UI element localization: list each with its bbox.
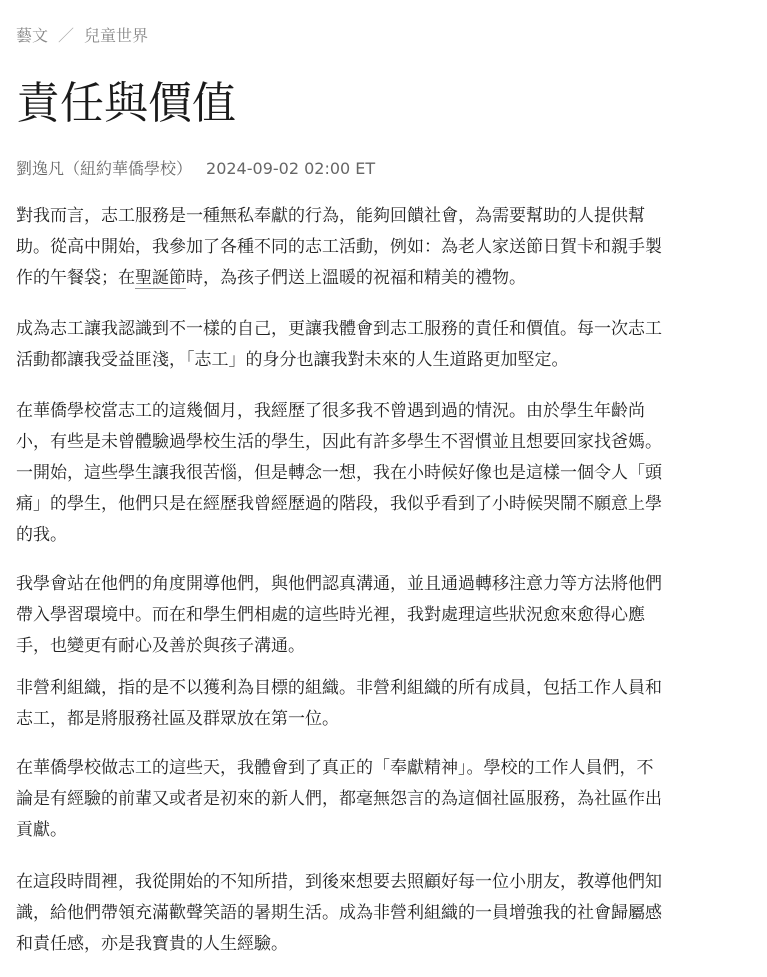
paragraph-line: 論是有經驗的前輩又或者是初來的新人們，都毫無怨言的為這個社區服務，為社區作出 xyxy=(16,789,662,809)
paragraph-line: 在華僑學校當志工的這幾個月，我經歷了很多我不曾遇到過的情況。由於學生年齡尚 xyxy=(16,401,645,421)
paragraph-line: 志工，都是將服務社區及群眾放在第一位。 xyxy=(16,709,339,729)
paragraph-6 xyxy=(16,753,752,846)
paragraph-line: 小，有些是未曾體驗過學校生活的學生，因此有許多學生不習慣並且想要回家找爸媽。 xyxy=(16,432,662,452)
paragraph-2 xyxy=(16,314,752,376)
paragraph-line: 的我。 xyxy=(16,525,67,545)
breadcrumb xyxy=(16,26,148,46)
paragraph-line: 在華僑學校做志工的這些天，我體會到了真正的「奉獻精神」。學校的工作人員們，不 xyxy=(16,758,654,778)
paragraph-line: 貢獻。 xyxy=(16,820,67,840)
paragraph-line: 非營利組織，指的是不以獲利為目標的組織。非營利組織的所有成員，包括工作人員和 xyxy=(16,678,662,698)
paragraph-line: 痛」的學生，他們只是在經歷我曾經歷過的階段，我似乎看到了小時候哭鬧不願意上學 xyxy=(16,494,662,514)
breadcrumb-subsection-link[interactable]: 兒童世界 xyxy=(84,26,149,45)
paragraph-text: 作的午餐袋；在 xyxy=(16,268,135,288)
paragraph-4 xyxy=(16,569,752,662)
paragraph-line: 活動都讓我受益匪淺，「志工」的身分也讓我對未來的人生道路更加堅定。 xyxy=(16,350,569,370)
article-title: 責任與價值 xyxy=(16,78,236,129)
paragraph-line: 識，給他們帶領充滿歡聲笑語的暑期生活。成為非營利組織的一員增強我的社會歸屬感 xyxy=(16,903,662,923)
paragraph-line: 助。從高中開始，我參加了各種不同的志工活動，例如：為老人家送節日賀卡和親手製 xyxy=(16,237,662,257)
paragraph-line: 一開始，這些學生讓我很苦惱，但是轉念一想，我在小時候好像也是這樣一個令人「頭 xyxy=(16,463,662,483)
article-date: 2024-09-02 02:00 ET xyxy=(206,159,376,178)
paragraph-7 xyxy=(16,867,752,960)
article-meta xyxy=(16,158,375,180)
breadcrumb-separator: ／ xyxy=(58,26,75,45)
article-author: 劉逸凡（紐約華僑學校） xyxy=(16,159,193,178)
paragraph-line: 對我而言，志工服務是一種無私奉獻的行為，能夠回饋社會，為需要幫助的人提供幫 xyxy=(16,206,645,226)
paragraph-3 xyxy=(16,396,752,551)
paragraph-line: 我學會站在他們的角度開導他們，與他們認真溝通，並且通過轉移注意力等方法將他們 xyxy=(16,574,662,594)
keyword-link-christmas[interactable]: 聖誕節 xyxy=(135,268,186,288)
paragraph-line xyxy=(16,263,752,294)
paragraph-line: 和責任感，亦是我寶貴的人生經驗。 xyxy=(16,934,288,954)
paragraph-5 xyxy=(16,673,752,735)
paragraph-line: 手，也變更有耐心及善於與孩子溝通。 xyxy=(16,636,305,656)
paragraph-line: 帶入學習環境中。而在和學生們相處的這些時光裡，我對處理這些狀況愈來愈得心應 xyxy=(16,605,645,625)
breadcrumb-section-link[interactable]: 藝文 xyxy=(16,26,49,45)
paragraph-line: 在這段時間裡，我從開始的不知所措，到後來想要去照顧好每一位小朋友，教導他們知 xyxy=(16,872,662,892)
paragraph-text: 時，為孩子們送上溫暖的祝福和精美的禮物。 xyxy=(186,268,526,288)
paragraph-line: 成為志工讓我認識到不一樣的自己，更讓我體會到志工服務的責任和價值。每一次志工 xyxy=(16,319,662,339)
paragraph-1 xyxy=(16,201,752,294)
